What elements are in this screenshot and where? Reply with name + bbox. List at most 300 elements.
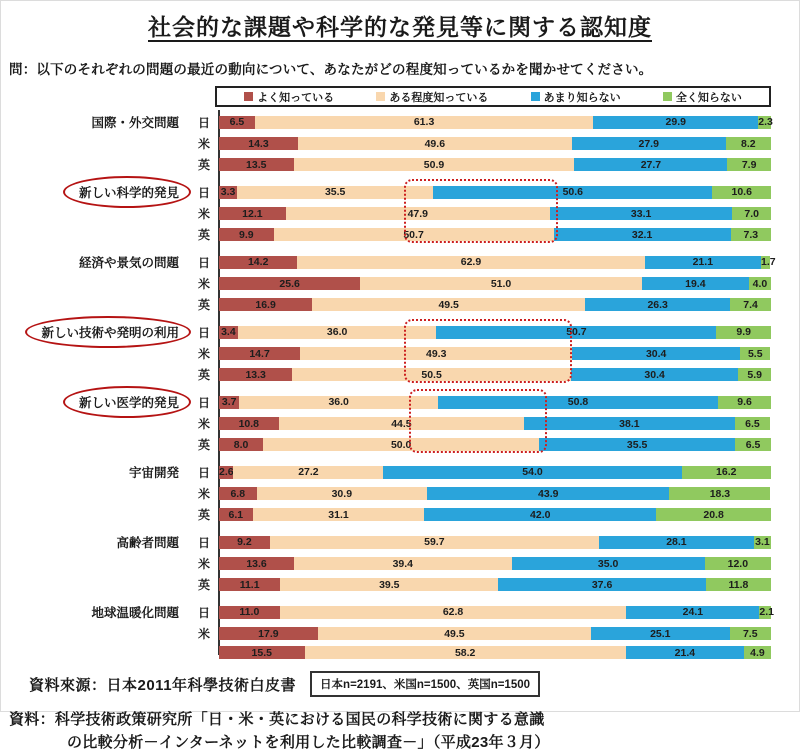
stacked-bar [219, 417, 771, 430]
bar-segment [280, 606, 627, 619]
bar-segment [626, 646, 744, 659]
chart-group [29, 393, 771, 453]
segment-value: 50.9 [294, 159, 575, 171]
country-label: 日 [189, 394, 219, 411]
category-label-cell [29, 603, 189, 621]
category-label-cell [29, 113, 189, 131]
bar-segment [233, 466, 383, 479]
bar-segment [237, 186, 433, 199]
bar-segment [286, 207, 550, 220]
segment-value: 39.5 [280, 579, 498, 591]
stacked-bar [219, 228, 771, 241]
bar-segment [427, 487, 669, 500]
bar-segment [712, 186, 771, 199]
bar-segment [257, 487, 428, 500]
bar-segment [255, 116, 593, 129]
bar-segment [219, 256, 297, 269]
segment-value: 13.3 [219, 369, 292, 381]
legend-label: あまり知らない [544, 89, 621, 105]
legend-color-swatch [376, 92, 385, 101]
stacked-bar [219, 508, 771, 521]
segment-value: 28.1 [599, 536, 754, 548]
bar-row [29, 275, 771, 292]
stacked-bar [219, 116, 771, 129]
bar-segment [731, 228, 771, 241]
segment-value: 49.5 [312, 299, 585, 311]
segment-value: 6.5 [735, 439, 771, 451]
category-label-cell [29, 183, 189, 201]
bar-segment [645, 256, 761, 269]
segment-value: 32.1 [554, 229, 731, 241]
segment-value: 25.6 [219, 278, 360, 290]
bar-segment [219, 466, 233, 479]
segment-value: 11.1 [219, 579, 280, 591]
bar-segment [274, 228, 554, 241]
country-label: 日 [189, 114, 219, 131]
segment-value: 54.0 [383, 466, 681, 478]
segment-value: 27.7 [574, 159, 727, 171]
bar-segment [219, 627, 318, 640]
segment-value: 42.0 [424, 509, 656, 521]
legend-color-swatch [244, 92, 253, 101]
country-label: 米 [189, 625, 219, 642]
segment-value: 6.5 [219, 116, 255, 128]
bar-segment [642, 277, 749, 290]
chart-legend [215, 86, 771, 107]
category-label: 新しい医学的発見 [79, 393, 179, 411]
bar-segment [433, 186, 712, 199]
segment-value: 30.4 [571, 369, 739, 381]
bar-segment [280, 578, 498, 591]
segment-value: 9.9 [219, 229, 274, 241]
segment-value: 51.0 [360, 278, 642, 290]
bar-segment [735, 417, 771, 430]
segment-value: 11.0 [219, 606, 280, 618]
bar-segment [305, 646, 626, 659]
reference-line-2: の比較分析－インターネットを利用した比較調査－」（平成23年３月） [9, 732, 791, 754]
segment-value: 4.0 [749, 278, 771, 290]
bar-segment [726, 137, 771, 150]
segment-value: 3.1 [754, 536, 771, 548]
bar-segment [593, 116, 758, 129]
segment-value: 49.5 [318, 628, 591, 640]
segment-value: 62.8 [280, 606, 627, 618]
segment-value: 38.1 [524, 418, 734, 430]
bar-segment [524, 417, 734, 430]
bar-row [29, 393, 771, 411]
chart-group [29, 113, 771, 173]
category-label-cell [29, 463, 189, 481]
bar-segment [279, 417, 525, 430]
chart-group [29, 323, 771, 383]
segment-value: 9.2 [219, 536, 270, 548]
segment-value: 8.0 [219, 439, 263, 451]
segment-value: 1.7 [761, 256, 770, 268]
bar-segment [360, 277, 642, 290]
country-label: 英 [189, 576, 219, 593]
bar-segment [716, 326, 771, 339]
category-label: 高齢者問題 [116, 533, 179, 551]
stacked-bar [219, 137, 771, 150]
stacked-bar [219, 396, 771, 409]
category-label: 宇宙開発 [129, 463, 179, 481]
bar-segment [539, 438, 735, 451]
segment-value: 50.6 [433, 186, 712, 198]
segment-value: 2.1 [759, 606, 771, 618]
segment-value: 19.4 [642, 278, 749, 290]
segment-value: 2.6 [219, 466, 233, 478]
segment-value: 14.2 [219, 256, 297, 268]
bar-segment [730, 627, 771, 640]
bar-segment [219, 557, 294, 570]
segment-value: 58.2 [305, 647, 626, 659]
chart-groups [29, 113, 771, 659]
segment-value: 50.7 [436, 326, 716, 338]
bar-segment [585, 298, 730, 311]
stacked-bar [219, 256, 771, 269]
bar-segment [740, 347, 770, 360]
segment-value: 9.9 [716, 326, 771, 338]
segment-value: 29.9 [593, 116, 758, 128]
segment-value: 7.0 [732, 208, 771, 220]
segment-value: 3.4 [219, 326, 238, 338]
bar-row [29, 205, 771, 222]
segment-value: 30.4 [572, 348, 740, 360]
bar-segment [219, 487, 257, 500]
category-label-cell [29, 253, 189, 271]
bar-segment [219, 228, 274, 241]
segment-value: 13.5 [219, 159, 294, 171]
reference-note [9, 709, 791, 754]
legend-item [376, 89, 488, 105]
chart-group [29, 603, 771, 659]
segment-value: 27.9 [572, 138, 726, 150]
stacked-bar [219, 646, 771, 659]
stacked-bar [219, 207, 771, 220]
stacked-bar-chart [29, 86, 771, 659]
bar-segment [219, 298, 312, 311]
highlight-ellipse [25, 316, 191, 348]
bar-segment [219, 207, 286, 220]
segment-value: 15.5 [219, 647, 305, 659]
bar-row [29, 485, 771, 502]
highlight-ellipse [63, 176, 191, 208]
segment-value: 43.9 [427, 488, 669, 500]
bar-segment [669, 487, 770, 500]
chart-group [29, 183, 771, 243]
stacked-bar [219, 487, 771, 500]
segment-value: 35.0 [512, 558, 705, 570]
stacked-bar [219, 557, 771, 570]
segment-value: 35.5 [237, 186, 433, 198]
source-row [29, 671, 799, 697]
bar-segment [294, 557, 511, 570]
bar-segment [219, 326, 238, 339]
category-label-cell [29, 533, 189, 551]
legend-label: よく知っている [257, 89, 334, 105]
bar-segment [219, 186, 237, 199]
bar-segment [754, 536, 771, 549]
data-source-label: 資料來源：日本2011年科學技術白皮書 [29, 674, 296, 695]
segment-value: 14.7 [219, 348, 300, 360]
segment-value: 17.9 [219, 628, 318, 640]
segment-value: 3.7 [219, 396, 239, 408]
bar-segment [424, 508, 656, 521]
legend-item [531, 89, 621, 105]
stacked-bar [219, 347, 771, 360]
bar-segment [219, 508, 253, 521]
segment-value: 25.1 [591, 628, 730, 640]
bar-segment [300, 347, 572, 360]
bar-segment [219, 137, 298, 150]
segment-value: 12.1 [219, 208, 286, 220]
stacked-bar [219, 186, 771, 199]
bar-segment [732, 207, 771, 220]
segment-value: 44.5 [279, 418, 525, 430]
country-label: 米 [189, 275, 219, 292]
bar-segment [591, 627, 730, 640]
bar-row [29, 436, 771, 453]
bar-segment [572, 347, 740, 360]
stacked-bar [219, 368, 771, 381]
country-label: 日 [189, 324, 219, 341]
reference-line-1: 資料：科学技術政策研究所「日・米・英における国民の科学技術に関する意識 [9, 709, 791, 732]
bar-segment [550, 207, 733, 220]
page-title: 社会的な課題や科学的な発見等に関する認知度 [1, 9, 799, 42]
bar-segment [718, 396, 771, 409]
legend-color-swatch [663, 92, 672, 101]
bar-row [29, 415, 771, 432]
bar-segment [706, 578, 771, 591]
bar-row [29, 576, 771, 593]
stacked-bar [219, 536, 771, 549]
segment-value: 47.9 [286, 208, 550, 220]
stacked-bar [219, 606, 771, 619]
bar-segment [735, 438, 771, 451]
segment-value: 49.3 [300, 348, 572, 360]
segment-value: 20.8 [656, 509, 771, 521]
bar-segment [761, 256, 770, 269]
bar-segment [730, 298, 771, 311]
category-label: 新しい技術や発明の利用 [41, 323, 179, 341]
bar-segment [626, 606, 759, 619]
category-label-cell [29, 323, 189, 341]
segment-value: 49.6 [298, 138, 572, 150]
category-label: 国際・外交問題 [91, 113, 179, 131]
bar-segment [738, 368, 771, 381]
bar-segment [705, 557, 771, 570]
bar-segment [219, 347, 300, 360]
segment-value: 9.6 [718, 396, 771, 408]
country-label: 米 [189, 135, 219, 152]
country-label: 日 [189, 184, 219, 201]
bar-segment [219, 606, 280, 619]
segment-value: 11.8 [706, 579, 771, 591]
segment-value: 61.3 [255, 116, 593, 128]
legend-color-swatch [531, 92, 540, 101]
segment-value: 7.3 [731, 229, 771, 241]
highlight-ellipse [63, 386, 191, 418]
bar-segment [219, 368, 292, 381]
bar-segment [318, 627, 591, 640]
segment-value: 33.1 [550, 208, 733, 220]
bar-segment [571, 368, 739, 381]
stacked-bar [219, 627, 771, 640]
bar-segment [759, 606, 771, 619]
segment-value: 24.1 [626, 606, 759, 618]
segment-value: 6.5 [735, 418, 771, 430]
bar-row [29, 183, 771, 201]
bar-segment [312, 298, 585, 311]
bar-segment [297, 256, 644, 269]
segment-value: 27.2 [233, 466, 383, 478]
bar-row [29, 646, 771, 659]
stacked-bar [219, 298, 771, 311]
country-label: 米 [189, 555, 219, 572]
survey-question: 問：以下のそれぞれの問題の最近の動向について、あなたがどの程度知っているかを聞かせてください。 [9, 58, 793, 78]
bar-row [29, 463, 771, 481]
bar-row [29, 253, 771, 271]
segment-value: 5.9 [738, 369, 771, 381]
bar-segment [572, 137, 726, 150]
bar-segment [436, 326, 716, 339]
chart-group [29, 533, 771, 593]
bar-segment [749, 277, 771, 290]
segment-value: 16.9 [219, 299, 312, 311]
segment-value: 50.8 [438, 396, 718, 408]
category-label: 経済や景気の問題 [79, 253, 179, 271]
segment-value: 6.8 [219, 488, 257, 500]
country-label: 日 [189, 534, 219, 551]
bar-segment [219, 646, 305, 659]
segment-value: 8.2 [726, 138, 771, 150]
segment-value: 36.0 [239, 396, 438, 408]
country-label: 英 [189, 226, 219, 243]
segment-value: 10.8 [219, 418, 279, 430]
bar-segment [219, 116, 255, 129]
segment-value: 18.3 [669, 488, 770, 500]
country-label: 米 [189, 415, 219, 432]
stacked-bar [219, 158, 771, 171]
segment-value: 50.7 [274, 229, 554, 241]
sample-size-box: 日本n=2191、米国n=1500、英国n=1500 [310, 671, 540, 697]
segment-value: 31.1 [253, 509, 425, 521]
bar-segment [758, 116, 771, 129]
bar-segment [219, 438, 263, 451]
bar-segment [292, 368, 570, 381]
stacked-bar [219, 277, 771, 290]
bar-row [29, 506, 771, 523]
bar-row [29, 135, 771, 152]
bar-row [29, 555, 771, 572]
bar-segment [727, 158, 771, 171]
bar-segment [253, 508, 425, 521]
segment-value: 7.5 [730, 628, 771, 640]
segment-value: 39.4 [294, 558, 511, 570]
bar-segment [554, 228, 731, 241]
country-label: 日 [189, 464, 219, 481]
bar-segment [219, 578, 280, 591]
chart-group [29, 253, 771, 313]
segment-value: 13.6 [219, 558, 294, 570]
stacked-bar [219, 326, 771, 339]
segment-value: 7.9 [727, 159, 771, 171]
bar-segment [219, 417, 279, 430]
bar-segment [656, 508, 771, 521]
country-label: 英 [189, 436, 219, 453]
bar-segment [239, 396, 438, 409]
segment-value: 6.1 [219, 509, 253, 521]
category-label: 新しい科学的発見 [79, 183, 179, 201]
segment-value: 50.5 [292, 369, 570, 381]
legend-item [244, 89, 334, 105]
country-label: 英 [189, 156, 219, 173]
segment-value: 7.4 [730, 299, 771, 311]
bar-segment [298, 137, 572, 150]
segment-value: 21.1 [645, 256, 761, 268]
bar-segment [238, 326, 437, 339]
bar-segment [574, 158, 727, 171]
country-label: 日 [189, 254, 219, 271]
bar-segment [219, 158, 294, 171]
segment-value: 12.0 [705, 558, 771, 570]
country-label: 英 [189, 366, 219, 383]
segment-value: 35.5 [539, 439, 735, 451]
country-label: 日 [189, 604, 219, 621]
country-label: 米 [189, 485, 219, 502]
segment-value: 16.2 [682, 466, 771, 478]
bar-row [29, 603, 771, 621]
legend-label: ある程度知っている [389, 89, 488, 105]
stacked-bar [219, 438, 771, 451]
country-label: 米 [189, 205, 219, 222]
chart-group [29, 463, 771, 523]
bar-row [29, 533, 771, 551]
legend-label: 全く知らない [676, 89, 742, 105]
bar-segment [383, 466, 681, 479]
bar-segment [744, 646, 771, 659]
bar-row [29, 226, 771, 243]
bar-segment [498, 578, 706, 591]
category-label: 地球温暖化問題 [91, 603, 179, 621]
segment-value: 10.6 [712, 186, 771, 198]
country-label: 英 [189, 506, 219, 523]
bar-segment [438, 396, 718, 409]
bar-segment [294, 158, 575, 171]
segment-value: 62.9 [297, 256, 644, 268]
segment-value: 21.4 [626, 647, 744, 659]
segment-value: 14.3 [219, 138, 298, 150]
bar-row [29, 323, 771, 341]
segment-value: 59.7 [270, 536, 599, 548]
stacked-bar [219, 578, 771, 591]
bar-row [29, 345, 771, 362]
stacked-bar [219, 466, 771, 479]
bar-row [29, 296, 771, 313]
segment-value: 5.5 [740, 348, 770, 360]
bar-segment [219, 536, 270, 549]
country-label: 英 [189, 296, 219, 313]
category-label-cell [29, 393, 189, 411]
segment-value: 37.6 [498, 579, 706, 591]
segment-value: 4.9 [744, 647, 771, 659]
segment-value: 2.3 [758, 116, 771, 128]
segment-value: 26.3 [585, 299, 730, 311]
segment-value: 3.3 [219, 186, 237, 198]
segment-value: 36.0 [238, 326, 437, 338]
bar-segment [599, 536, 754, 549]
bar-segment [219, 396, 239, 409]
